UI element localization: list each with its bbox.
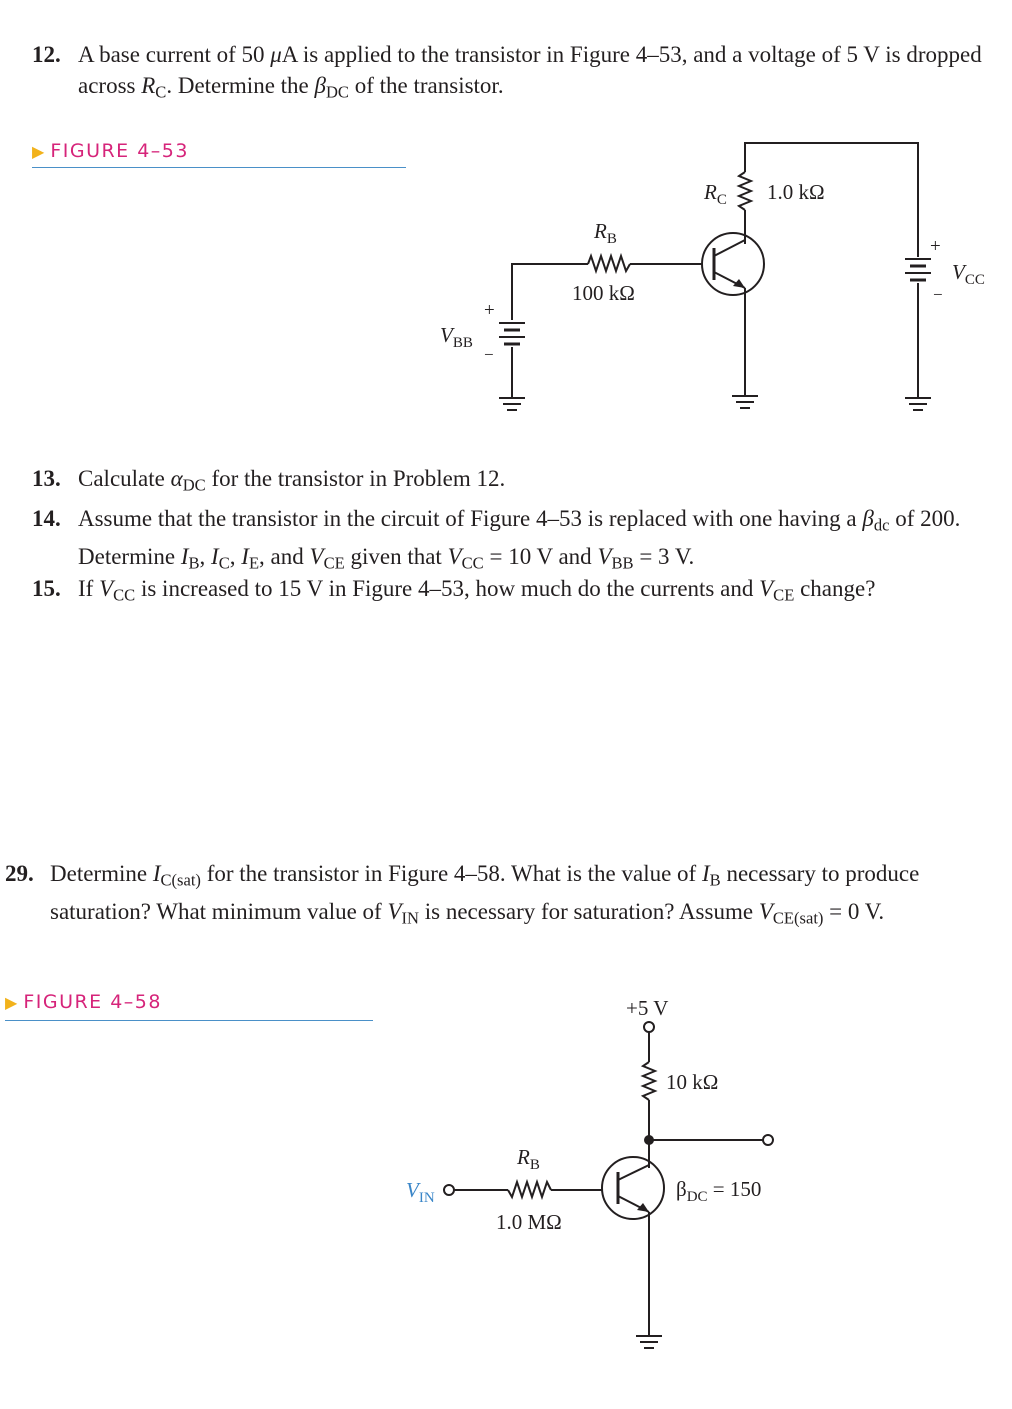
- problem-number: 29.: [5, 861, 34, 886]
- vin-label: $V_{IN}$: [406, 1178, 435, 1206]
- vbb-battery: [499, 323, 525, 344]
- problem-15: [32, 573, 1007, 611]
- problem-number: 12.: [32, 42, 61, 67]
- triangle-marker-icon: ▶: [5, 993, 18, 1012]
- figure-4-53-label: ▶ FIGURE 4–53: [32, 140, 189, 162]
- rc-label: $R_C$: [704, 180, 727, 208]
- problem-number: 14.: [32, 506, 61, 531]
- figure-4-58-rule: [5, 1020, 373, 1021]
- vcc-plus: +: [930, 236, 941, 257]
- problem-text: Determine $I_{C(sat)}$ for the transistor in Figure 4–58. What is the value of $I_B$ necessary to produce saturation? What minimum value of $V_{IN}$ is necessary for saturation? Assume $V_{CE(sat)} = 0$ V.: [50, 861, 920, 928]
- problem-14: [32, 503, 1010, 578]
- problem-text: Assume that the transistor in the circuit of Figure 4–53 is replaced with one having a $\beta_{dc}$ of 200. Determine $I_B$, $I_C$, $I_E$, and $V_{CE}$ given that $V_{CC} = 10$ V and $V_{BB} = 3$ V.: [78, 506, 961, 573]
- problem-29: [5, 858, 1007, 933]
- vcc-battery: [905, 259, 931, 280]
- output-terminal: [763, 1135, 773, 1145]
- supply-label: +5 V: [626, 996, 669, 1020]
- rc-resistor: [739, 172, 751, 210]
- problem-12: [32, 39, 1007, 108]
- base-resistor: [508, 1182, 551, 1197]
- rb-label: $R_B$: [517, 1145, 540, 1173]
- supply-terminal: [644, 1022, 654, 1032]
- rb-resistor: [588, 256, 630, 271]
- transistor-2: [602, 1157, 664, 1219]
- problem-number: 15.: [32, 576, 61, 601]
- vbb-label: $V_{BB}$: [440, 323, 473, 351]
- rb-value: 1.0 MΩ: [496, 1210, 562, 1234]
- vbb-minus: −: [484, 345, 494, 364]
- transistor-1: [702, 233, 764, 295]
- problem-number: 13.: [32, 466, 61, 491]
- vcc-label: $V_{CC}$: [952, 260, 985, 288]
- rb-value: 100 kΩ: [572, 281, 635, 305]
- junction-dot: [644, 1135, 654, 1145]
- problem-text: A base current of 50 μA is applied to the transistor in Figure 4–53, and a voltage of 5 V is dropped across $R_C$. Determine the $\beta_{DC}$ of the transistor.: [78, 42, 982, 102]
- ground-2-icon: [732, 396, 758, 408]
- ground-3-icon: [905, 398, 931, 410]
- problem-text: If $V_{CC}$ is increased to 15 V in Figure 4–53, how much do the currents and $V_{CE}$ change?: [78, 576, 876, 605]
- collector-resistor: [643, 1062, 655, 1100]
- vbb-plus: +: [484, 300, 495, 321]
- input-terminal: [444, 1185, 454, 1195]
- rc-value: 1.0 kΩ: [767, 180, 825, 204]
- ground-1-icon: [499, 398, 525, 410]
- problem-13: [32, 463, 1007, 501]
- problem-text: Calculate $\alpha_{DC}$ for the transistor in Problem 12.: [78, 466, 506, 495]
- rc-value: 10 kΩ: [666, 1070, 719, 1094]
- rb-label: $R_B$: [594, 219, 617, 247]
- beta-label: $\beta_{DC} = 150$: [676, 1177, 762, 1205]
- figure-4-53-rule: [32, 167, 406, 168]
- triangle-marker-icon: ▶: [32, 142, 45, 161]
- ground-4-icon: [636, 1336, 662, 1348]
- vcc-minus: −: [933, 285, 943, 304]
- figure-4-58-label: ▶ FIGURE 4–58: [5, 991, 162, 1013]
